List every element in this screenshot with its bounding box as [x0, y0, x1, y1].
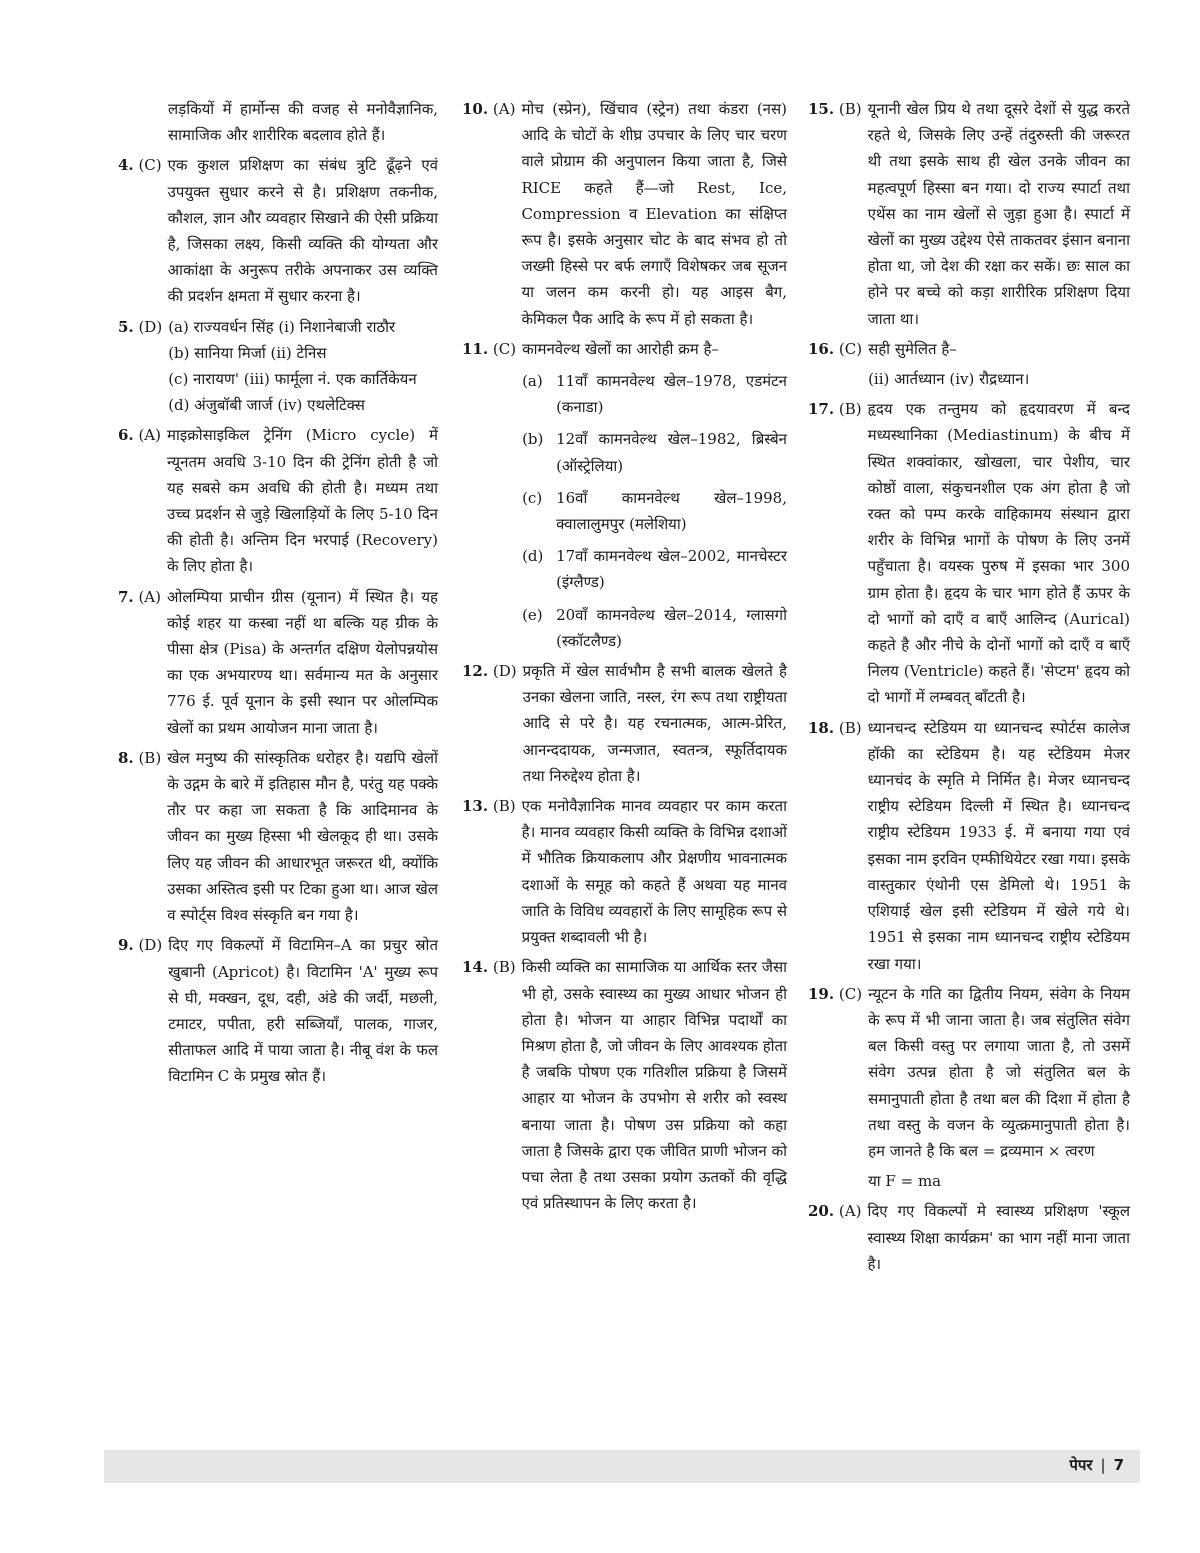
- answer-5: [118, 314, 438, 419]
- answer-option: (C): [138, 156, 162, 175]
- question-number: 15.: [808, 100, 835, 118]
- answer-6: [118, 422, 438, 579]
- question-number: 13.: [462, 797, 489, 816]
- answer-text: मोच (स्प्रेन), खिंचाव (स्ट्रेन) तथा कंडरा (नस) आदि के चोटों के शीघ्र उपचार के लिए चार चरण वाले प्रोग्राम की अनुपालन किया जाता है, जिसे RICE कहते हैं—जो Rest, Ice, Compression व Elevation का संक्षिप्त रूप है। इसके अनुसार चोट के बाद संभव हो तो जख्मी हिस्से पर बर्फ लगाएँ विशेषकर जब सूजन या जलन कम करनी हो। यह आइस बैग, केमिकल पैक आदि के रूप में हो सकता है।: [521, 100, 787, 328]
- match-pair: (d) अंजुबॉबी जार्ज (iv) एथलेटिक्स: [168, 396, 365, 415]
- footer-text: [1069, 1455, 1124, 1475]
- answer-option: (B): [838, 400, 862, 419]
- answer-3-continuation: [118, 96, 438, 148]
- question-number: 19.: [808, 984, 835, 1003]
- answer-20: [808, 1198, 1130, 1277]
- answer-text: दिए गए विकल्पों मे स्वास्थ्य प्रशिक्षण 'स्कूल स्वास्थ्य शिक्षा कार्यक्रम' का भाग नहीं माना जाता है।: [867, 1202, 1130, 1273]
- answer-label: [462, 96, 521, 122]
- answer-option: (A): [492, 100, 516, 118]
- answer-option: (B): [838, 718, 862, 737]
- answer-option: (A): [138, 426, 161, 445]
- answer-14: [462, 954, 787, 1216]
- answer-8: [118, 745, 438, 928]
- answer-label: [462, 793, 522, 819]
- question-number: 20.: [808, 1202, 835, 1221]
- answer-option: (D): [138, 936, 163, 955]
- answer-text: एक कुशल प्रशिक्षण का संबंध त्रुटि ढूँढ़ने एवं उपयुक्त सुधार करने से है। प्रशिक्षण तकनीक, कौशल, ज्ञान और व्यवहार सिखाने की ऐसी प्रक्रिया है, जिसका लक्ष्य, किसी व्यक्ति की योग्यता और आकांक्षा के अनुरूप तरीके अपनाकर उस व्यक्ति की प्रदर्शन क्षमता में सुधार करना है।: [167, 156, 438, 306]
- list-item: [522, 426, 787, 478]
- answer-body: [522, 336, 787, 654]
- answer-label: [808, 981, 868, 1007]
- question-number: 7.: [118, 587, 134, 606]
- list-item: [522, 602, 787, 654]
- answer-text: दिए गए विकल्पों में विटामिन–A का प्रचुर स्रोत खुबानी (Apricot) है। विटामिन 'A' मुख्य रूप से घी, मक्खन, दूध, दही, अंडे की जर्दी, मछली, टमाटर, पपीता, हरी सब्जियाँ, पालक, गाजर, सीताफल आदि में पाया जाता है। नीबू वंश के फल विटामिन C के प्रमुख स्रोत हैं।: [168, 936, 438, 1086]
- answer-text: ध्यानचन्द स्टेडियम या ध्यानचन्द स्पोर्टस कालेज हॉकी का स्टेडियम है। यह स्टेडियम मेजर ध्यानचंद के स्मृति मे निर्मित है। मेजर ध्यानचन्द राष्ट्रीय स्टेडियम दिल्ली में स्थित है। ध्यानचन्द राष्ट्रीय स्टेडियम 1933 ई. में बनाया गया एवं इसका नाम इरविन एम्फीथियेटर रखा गया। इसके वास्तुकार एंथोनी एस डेमिलो थे। 1951 के एशियाई खेल इसी स्टेडियम में खेले गये थे। 1951 से इसका नाम ध्यानचन्द राष्ट्रीय स्टेडियम रखा गया।: [867, 718, 1130, 973]
- question-number: 4.: [118, 156, 134, 175]
- answer-text: किसी व्यक्ति का सामाजिक या आर्थिक स्तर जैसा भी हो, उसके स्वास्थ्य का मुख्य आधार भोजन ही होता है। भोजन या आहार विभिन्न पदार्थों का मिश्रण होता है, जो जीवन के लिए आवश्यक होता है जबकि पोषण एक गतिशील प्रक्रिया है जिसमें आहार या भोजन के उपभोग से शरीर को स्वस्थ बनाया जाता है। पोषण उस प्रक्रिया को कहा जाता है जिसके द्वारा एक जीवित प्राणी भोजन को पचा लेता है तथा उसका प्रयोग ऊतकों की वृद्धि एवं प्रतिस्थापन के लिए करता है।: [521, 958, 787, 1213]
- answer-option: (C): [838, 339, 863, 358]
- answer-4: [118, 152, 438, 309]
- answer-18: [808, 715, 1130, 977]
- answer-label: [462, 336, 522, 362]
- answer-option: (B): [492, 958, 516, 977]
- question-number: 8.: [118, 748, 134, 767]
- answer-label: [808, 96, 868, 122]
- footer-label: पेपर: [1069, 1456, 1093, 1474]
- answer-label: [808, 396, 868, 422]
- answer-text: हृदय एक तन्तुमय को हृदयावरण में बन्द मध्यस्थानिका (Mediastinum) के बीच में स्थित शक्वांकार, खोखला, चार पेशीय, चार कोष्ठों वाला, संकुचनशील एक अंग होता है जो रक्त को पम्प करके वाहिकामय संस्थान द्वारा शरीर के विभिन्न भागों के पोषण के लिए उनमें पहुँचाता है। वयस्क पुरुष में इसका भार 300 ग्राम होता है। हृदय के चार भाग होते हैं ऊपर के दो भागों को दाएँ व बाएँ आलिन्द (Aurical) कहते है और नीचे के दोनों भागों को दाएँ व बाएँ निलय (Ventricle) कहते हैं। 'सेप्टम' हृदय को दो भागों में लम्बवत् बाँटती है।: [867, 400, 1130, 707]
- column-left: [118, 96, 438, 1094]
- match-pair: (a) राज्यवर्धन सिंह (i) निशानेबाजी राठौर: [168, 317, 396, 336]
- question-number: 10.: [462, 100, 489, 118]
- match-pair: (c) नारायण' (iii) फार्मूला नं. एक कार्तिकेयन: [168, 370, 417, 389]
- answer-option: (B): [838, 100, 862, 118]
- answer-line: (ii) आर्तध्यान (iv) रौद्रध्यान।: [868, 370, 1030, 389]
- answer-option: (D): [138, 317, 163, 336]
- answer-text: यूनानी खेल प्रिय थे तथा दूसरे देशों से युद्ध करते रहते थे, जिसके लिए उन्हें तंदुरुस्ती की जरूरत थी तथा इसके साथ ही खेल उनके जीवन का महत्वपूर्ण हिस्सा बन गया। दो राज्य स्पार्टा तथा एथेंस का नाम खेलों से जुड़ा हुआ है। स्पार्टा में खेलों का मुख्य उद्देश्य ऐसे ताकतवर इंसान बनाना होता था, जो देश की रक्षा कर सकें। छः साल का होने पर बच्चे को कड़ा शारीरिक प्रशिक्षण दिया जाता था।: [867, 100, 1130, 328]
- answer-label: [118, 584, 167, 610]
- answer-16: [808, 336, 1130, 392]
- list-item-label: (e): [522, 605, 543, 624]
- page-number: 7: [1113, 1456, 1124, 1474]
- page-footer: [104, 1450, 1140, 1483]
- answer-label: [118, 314, 168, 340]
- answer-19: [808, 981, 1130, 1195]
- list-item: [522, 485, 787, 537]
- column-middle: [462, 96, 787, 1220]
- footer-separator: |: [1100, 1456, 1106, 1474]
- answer-text: न्यूटन के गति का द्वितीय नियम, संवेग के नियम के रूप में भी जाना जाता है। जब संतुलित संवेग बल किसी वस्तु पर लगाया जाता है, तो उसमें संवेग उत्पन्न होता है जो संतुलित बल के समानुपाती होता है तथा बल की दिशा में होता है तथा वस्तु के वजन के व्युत्क्रमानुपाती होता है। हम जानते है कि बल = द्रव्यमान × त्वरण: [868, 984, 1130, 1160]
- list-item-text: 11वाँ कामनवेल्थ खेल–1978, एडमंटन (कनाडा): [556, 372, 787, 417]
- list-item-text: 20वाँ कामनवेल्थ खेल–2014, ग्लासगो (स्कॉटलैण्ड): [556, 605, 787, 650]
- answer-label: [808, 715, 868, 741]
- answer-label: [462, 658, 523, 684]
- answer-12: [462, 658, 787, 789]
- answer-option: (B): [492, 797, 516, 816]
- answer-10: [462, 96, 787, 332]
- answer-text: प्रकृति में खेल सार्वभौम है सभी बालक खेलते है उनका खेलना जाति, नस्ल, रंग रूप तथा राष्ट्रीयता आदि से परे है। यह रचनात्मक, आत्म-प्रेरित, आनन्ददायक, जन्मजात, स्वतन्त्र, स्फूर्तिदायक तथा निरुद्देश्य होता है।: [522, 662, 787, 785]
- answer-option: (B): [138, 748, 162, 767]
- question-number: 12.: [462, 662, 489, 681]
- question-number: 14.: [462, 958, 489, 977]
- answer-text: ओलम्पिया प्राचीन ग्रीस (यूनान) में स्थित है। यह कोई शहर या कस्बा नहीं था बल्कि यह ग्रीक के पीसा क्षेत्र (Pisa) के अन्तर्गत दक्षिण येलोपन्नयोस का एक अभयारण्य था। सर्वमान्य मत के अनुसार 776 ई. पूर्व यूनान के इसी स्थान पर ओलम्पिक खेलों का प्रथम आयोजन माना जाता है।: [167, 587, 438, 737]
- list-item-text: 16वाँ कामनवेल्थ खेल–1998, क्वालालुमपुर (मलेशिया): [556, 488, 787, 534]
- answer-text: खेल मनुष्य की सांस्कृतिक धरोहर है। यद्यपि खेलों के उद्गम के बारे में इतिहास मौन है, परंतु यह पक्के तौर पर कहा जा सकता है कि आदिमानव के जीवन का मुख्य हिस्सा भी खेलकूद ही था। उसके लिए यह जीवन की आधारभूत जरूरत थी, क्योंकि उसका अस्तित्व इसी पर टिका हुआ था। आज खेल व स्पोर्ट्स विश्व संस्कृति बन गया है।: [167, 748, 438, 925]
- list-item: [522, 543, 787, 595]
- match-list: [168, 314, 438, 419]
- answer-label: [118, 745, 167, 771]
- answer-text: लड़कियों में हार्मोन्स की वजह से मनोवैज्ञानिक, सामाजिक और शारीरिक बदलाव होते हैं।: [168, 100, 438, 145]
- answer-label: [118, 422, 167, 448]
- answer-option: (A): [138, 587, 161, 606]
- question-number: 5.: [118, 317, 134, 336]
- answer-17: [808, 396, 1130, 710]
- answer-label: [118, 152, 168, 178]
- question-number: 9.: [118, 936, 134, 955]
- question-number: 17.: [808, 400, 835, 419]
- formula: या F = ma: [868, 1172, 942, 1191]
- answer-label: [118, 932, 168, 958]
- list-item-text: 12वाँ कामनवेल्थ खेल–1982, ब्रिस्बेन (ऑस्ट्रेलिया): [556, 430, 787, 475]
- answer-7: [118, 584, 438, 741]
- answer-text: सही सुमेलित है–: [868, 339, 957, 358]
- match-pair: (b) सानिया मिर्जा (ii) टेनिस: [168, 343, 327, 362]
- answer-option: (C): [492, 339, 517, 358]
- answer-label: [808, 1198, 867, 1224]
- question-number: 18.: [808, 718, 835, 737]
- list-item-label: (d): [522, 547, 544, 566]
- question-number: 16.: [808, 339, 835, 358]
- question-number: 11.: [462, 339, 489, 358]
- answer-15: [808, 96, 1130, 332]
- answer-11: [462, 336, 787, 654]
- answer-13: [462, 793, 787, 950]
- list-item: [522, 368, 787, 420]
- list-item-label: (a): [522, 372, 543, 391]
- answer-9: [118, 932, 438, 1089]
- list-item-text: 17वाँ कामनवेल्थ खेल–2002, मानचेस्टर (इंग्लैण्ड): [556, 547, 787, 592]
- answer-label: [462, 954, 522, 980]
- answer-label: [808, 336, 868, 362]
- answer-option: (A): [838, 1202, 862, 1221]
- answer-text: माइक्रोसाइकिल ट्रेनिंग (Micro cycle) में न्यूनतम अवधि 3-10 दिन की ट्रेनिंग होती है जो यह सबसे कम अवधि की होती है। मध्यम तथा उच्च प्रदर्शन से जुड़े खिलाड़ियों के लिए 5-10 दिन की होती है। अन्तिम दिन भरपाई (Recovery) के लिए होता है।: [167, 426, 438, 576]
- list-item-label: (c): [522, 488, 543, 507]
- answer-intro: कामनवेल्थ खेलों का आरोही क्रम है–: [522, 339, 719, 358]
- answer-text: एक मनोवैज्ञानिक मानव व्यवहार पर काम करता है। मानव व्यवहार किसी व्यक्ति के विभिन्न दशाओं में भौतिक क्रियाकलाप और प्रेक्षणीय भावनात्मक दशाओं के समूह को कहते हैं अथवा यह मानव जाति के विविध व्यवहारों के लिए सामूहिक रूप से प्रयुक्त शब्दावली भी है।: [521, 797, 788, 947]
- answer-option: (C): [838, 984, 863, 1003]
- answer-body: [868, 981, 1130, 1195]
- question-number: 6.: [118, 426, 134, 445]
- answer-option: (D): [492, 662, 517, 681]
- answer-body: [868, 336, 1130, 392]
- column-right: [808, 96, 1130, 1281]
- list-item-label: (b): [522, 430, 544, 449]
